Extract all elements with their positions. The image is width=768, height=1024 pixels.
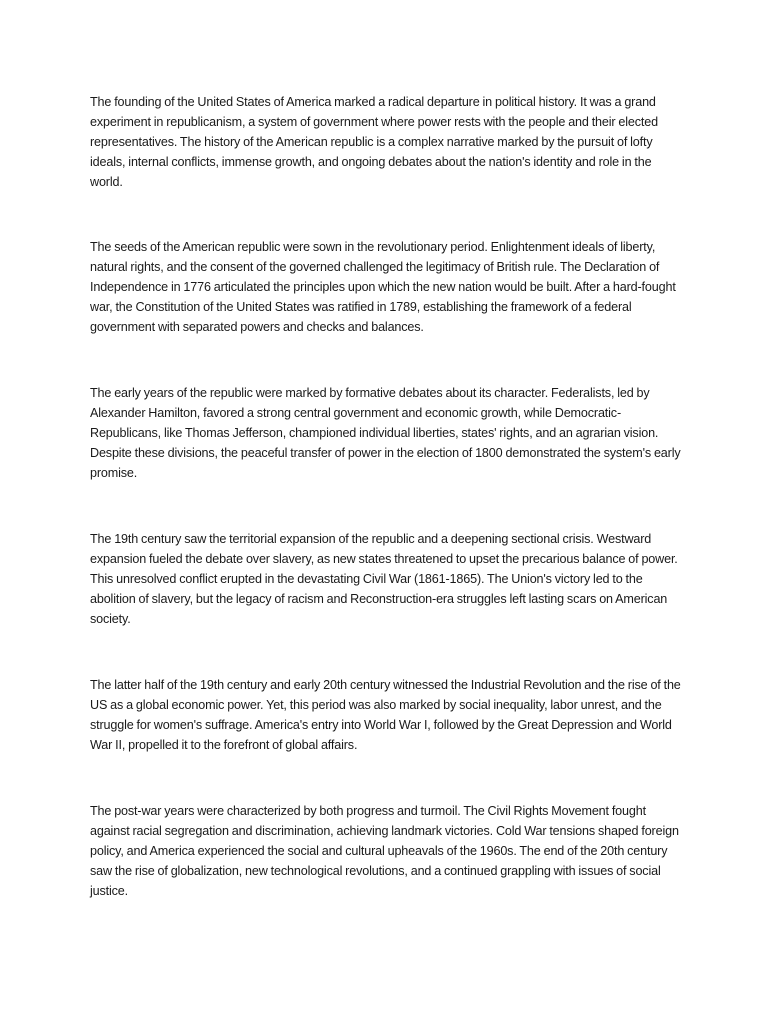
paragraph-founding: The founding of the United States of America marked a radical departure in political history. It was a grand experiment in republicanism, a system of government where power rests with the people and their elected representatives. The history of the American republic is a complex narrative marked by the pursuit of lofty ideals, internal conflicts, immense growth, and ongoing debates about the nation's identity and role in the world.: [90, 95, 658, 189]
paragraph-revolutionary-period: The seeds of the American republic were sown in the revolutionary period. Enlightenment ideals of liberty, natural rights, and the consent of the governed challenged the legitimacy of British rule. The Declaration of Independence in 1776 articulated the principles upon which the new nation would be built. After a hard-fought war, the Constitution of the United States was ratified in 1789, establishing the framework of a federal government with separated powers and checks and balances.: [90, 240, 676, 334]
paragraph-early-years: The early years of the republic were marked by formative debates about its character. Federalists, led by Alexander Hamilton, favored a strong central government and economic growth, while Democratic-Republicans, like Thomas Jefferson, championed individual liberties, states' rights, and an agrarian vision. Despite these divisions, the peaceful transfer of power in the election of 1800 demonstrated the system's early promise.: [90, 386, 681, 480]
paragraph-19th-century: The 19th century saw the territorial expansion of the republic and a deepening sectional crisis. Westward expansion fueled the debate over slavery, as new states threatened to upset the precarious balance of power. This unresolved conflict erupted in the devastating Civil War (1861-1865). The Union's victory led to the abolition of slavery, but the legacy of racism and Reconstruction-era struggles left lasting scars on American society.: [90, 532, 678, 626]
paragraph-industrial-era: The latter half of the 19th century and early 20th century witnessed the Industrial Revolution and the rise of the US as a global economic power. Yet, this period was also marked by social inequality, labor unrest, and the struggle for women's suffrage. America's entry into World War I, followed by the Great Depression and World War II, propelled it to the forefront of global affairs.: [90, 678, 681, 752]
paragraph-post-war: The post-war years were characterized by both progress and turmoil. The Civil Rights Movement fought against racial segregation and discrimination, achieving landmark victories. Cold War tensions shaped foreign policy, and America experienced the social and cultural upheavals of the 1960s. The end of the 20th century saw the rise of globalization, new technological revolutions, and a continued grappling with issues of social justice.: [90, 804, 679, 898]
